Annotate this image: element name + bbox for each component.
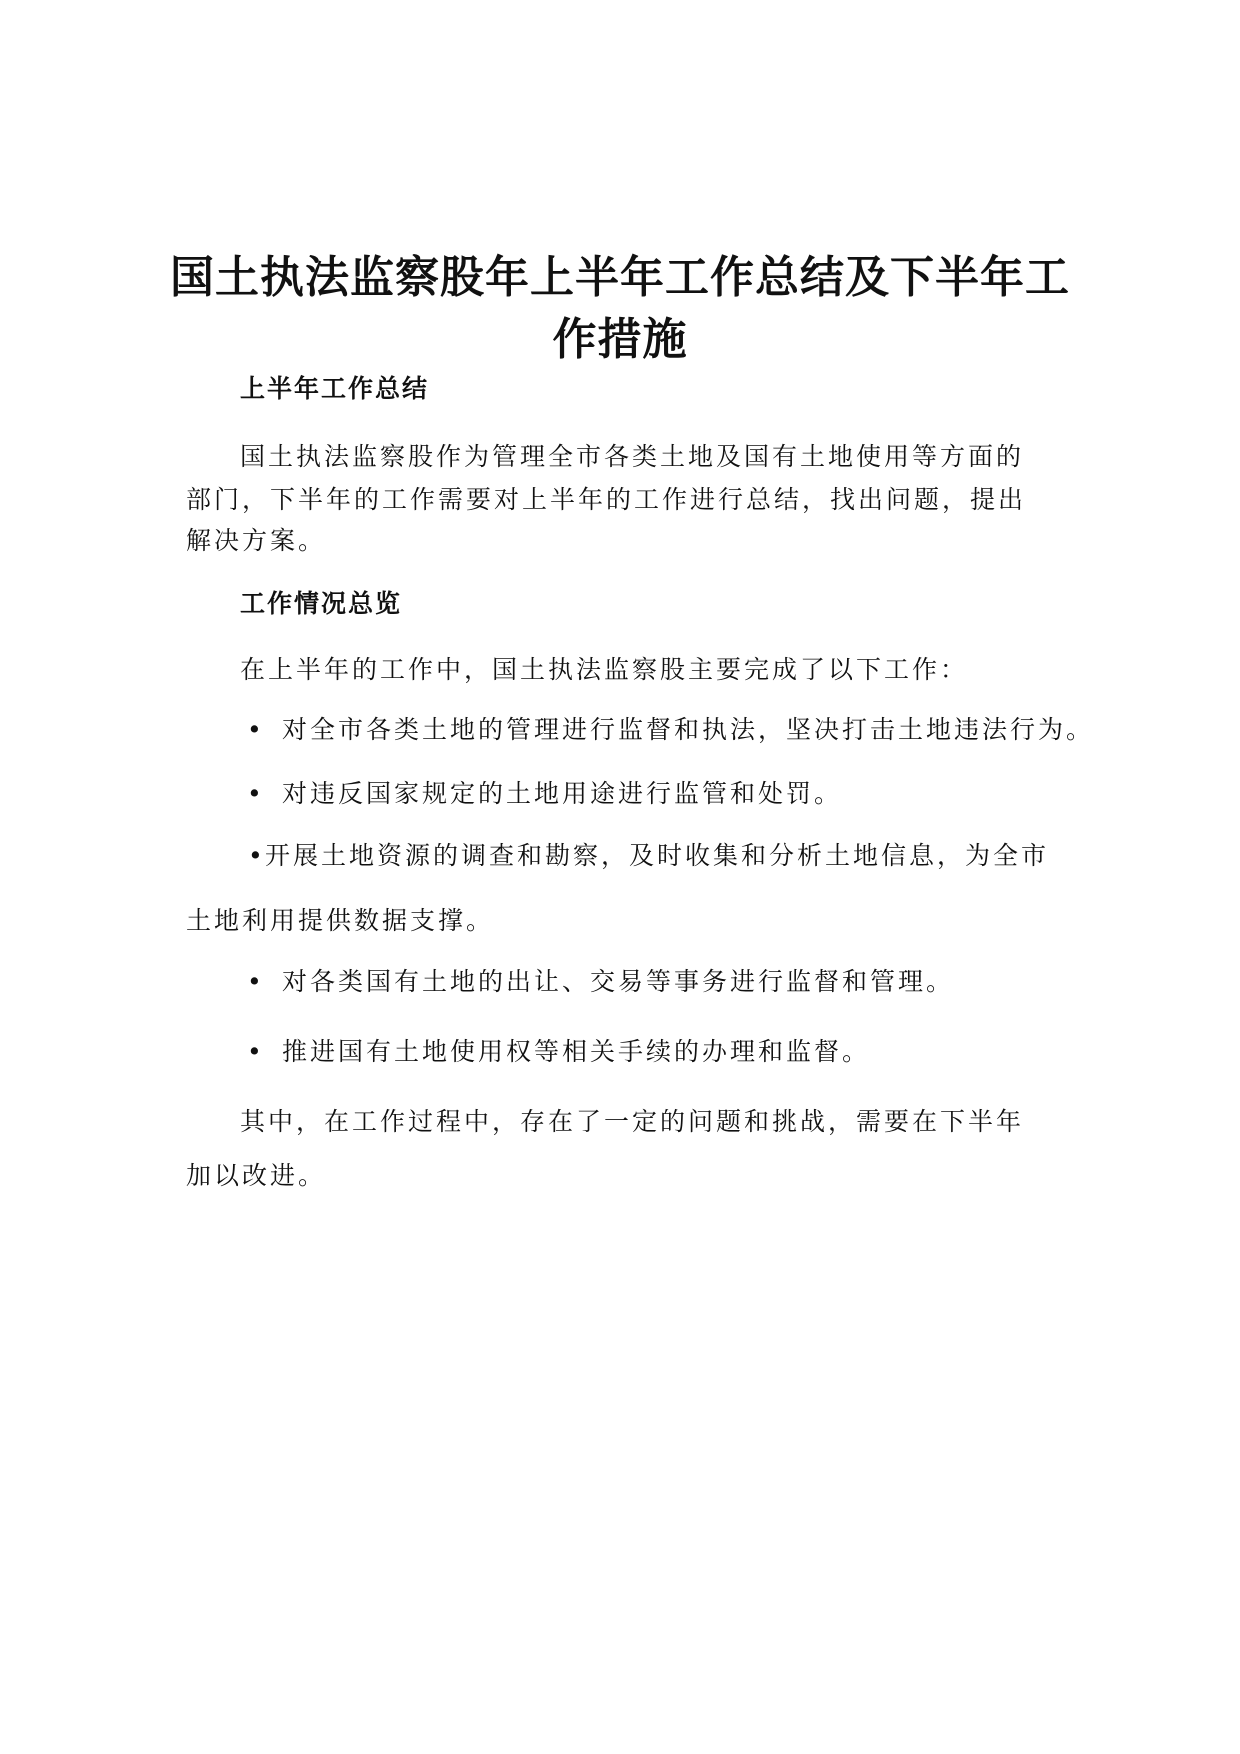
document-title-line-1: 国土执法监察股年上半年工作总结及下半年工 bbox=[170, 252, 1070, 303]
intro-paragraph-line-3: 解决方案。 bbox=[186, 526, 327, 555]
bullet-icon: • bbox=[247, 779, 262, 808]
bullet-item-2: 对违反国家规定的土地用途进行监管和处罚。 bbox=[282, 779, 843, 808]
document-title-line-2: 作措施 bbox=[552, 314, 688, 365]
intro-paragraph-line-2: 部门，下半年的工作需要对上半年的工作进行总结，找出问题，提出 bbox=[186, 485, 1027, 514]
bullet-icon: • bbox=[247, 715, 262, 744]
intro-paragraph-line-1: 国土执法监察股作为管理全市各类土地及国有土地使用等方面的 bbox=[240, 442, 1025, 471]
section-heading-first-half-summary: 上半年工作总结 bbox=[240, 374, 430, 403]
bullet-item-3-line-2: 土地利用提供数据支撑。 bbox=[186, 906, 495, 935]
bullet-icon: • bbox=[247, 967, 262, 996]
bullet-item-3-line-1: 开展土地资源的调查和勘察，及时收集和分析土地信息，为全市 bbox=[265, 841, 1050, 870]
bullet-item-5: 推进国有土地使用权等相关手续的办理和监督。 bbox=[282, 1037, 871, 1066]
overview-lead-text: 在上半年的工作中，国土执法监察股主要完成了以下工作： bbox=[240, 655, 969, 684]
section-heading-overview: 工作情况总览 bbox=[240, 589, 403, 618]
closing-paragraph-line-1: 其中，在工作过程中，存在了一定的问题和挑战，需要在下半年 bbox=[240, 1107, 1025, 1136]
bullet-item-4: 对各类国有土地的出让、交易等事务进行监督和管理。 bbox=[282, 967, 955, 996]
bullet-item-1: 对全市各类土地的管理进行监督和执法，坚决打击土地违法行为。 bbox=[282, 715, 1095, 744]
bullet-icon: • bbox=[247, 1037, 262, 1066]
closing-paragraph-line-2: 加以改进。 bbox=[186, 1161, 327, 1190]
bullet-icon: • bbox=[248, 841, 263, 870]
